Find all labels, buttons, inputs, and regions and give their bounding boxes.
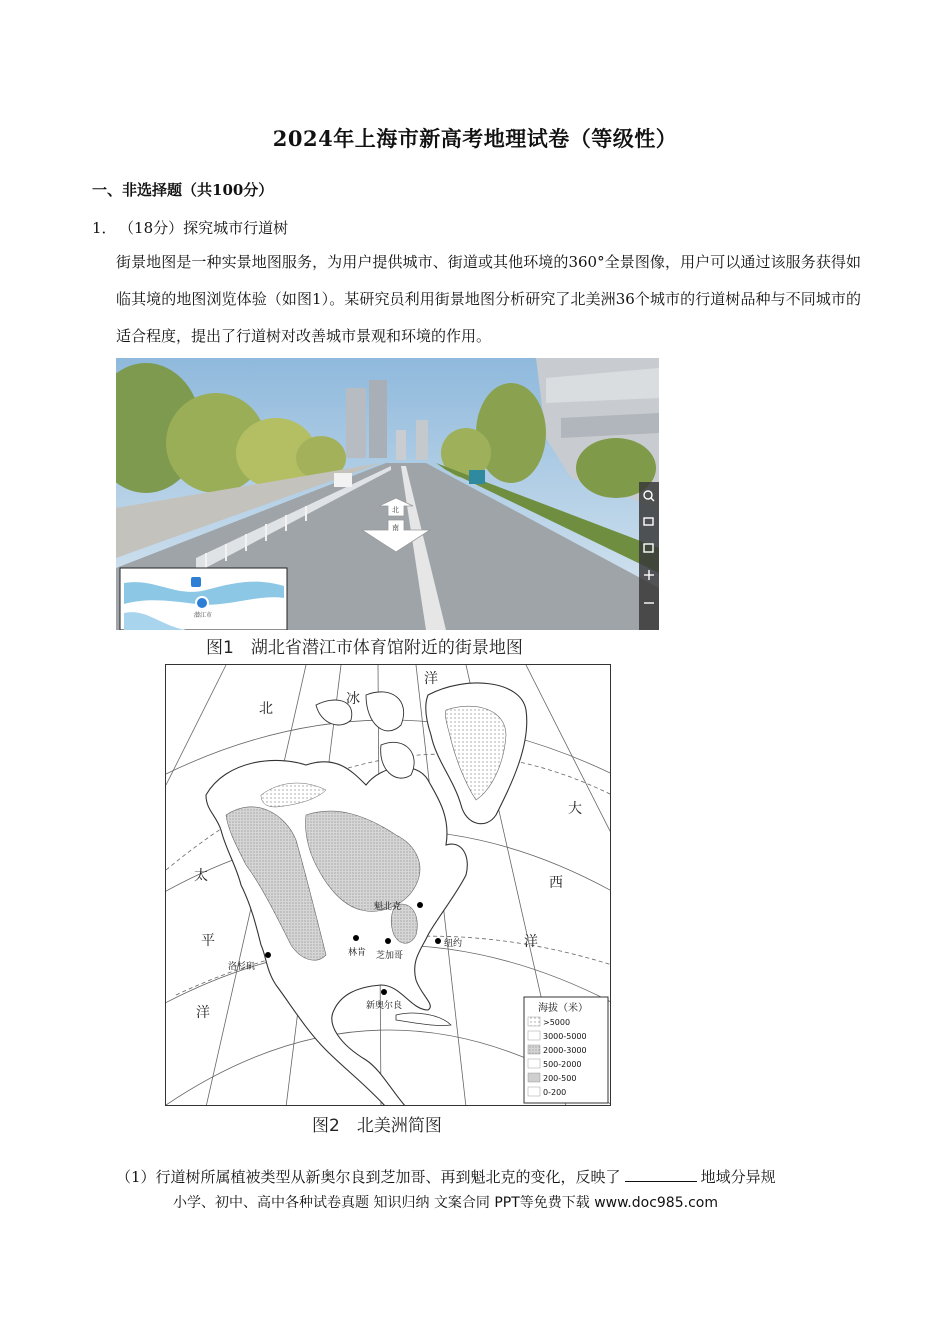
city-label-lincoln: 林肯: [348, 948, 367, 958]
answer-blank[interactable]: [625, 1167, 697, 1182]
ocean-label-pacific-2: 平: [201, 933, 215, 949]
elevation-legend: [524, 997, 608, 1103]
city-label-losangeles: 洛杉矶: [228, 962, 256, 972]
subquestion-text: （1）行道树所属植被类型从新奥尔良到芝加哥、再到魁北克的变化，反映了: [116, 1168, 621, 1186]
city-dot-quebec: [417, 902, 423, 908]
legend-item: 200-500: [543, 1074, 577, 1083]
legend-item: 2000-3000: [543, 1046, 587, 1055]
arrow-south-label: 南: [392, 524, 399, 532]
city-label-newyork: 纽约: [444, 939, 463, 949]
city-dot-neworleans: [381, 989, 387, 995]
arrow-north-label: 北: [392, 506, 399, 514]
ocean-label-arctic-3: 洋: [424, 671, 438, 687]
ocean-label-arctic-1: 北: [259, 701, 273, 717]
legend-title: 海拔（米）: [538, 1003, 588, 1014]
legend-item: 500-2000: [543, 1060, 582, 1069]
city-label-chicago: 芝加哥: [376, 951, 404, 961]
page-title: 2024年上海市新高考地理试卷（等级性）: [272, 126, 678, 151]
city-label-quebec: 魁北克: [374, 902, 402, 912]
legend-item: 0-200: [543, 1088, 567, 1097]
figure1-caption: 图1 湖北省潜江市体育馆附近的街景地图: [206, 638, 523, 658]
city-dot-newyork: [435, 938, 441, 944]
subquestion-text-tail: 地域分异规: [700, 1168, 776, 1186]
ocean-label-pacific-1: 太: [194, 868, 208, 884]
ocean-label-arctic-2: 冰: [346, 691, 360, 707]
street-view-image: [116, 358, 659, 630]
section-heading: 一、非选择题（共100分）: [92, 181, 274, 199]
ocean-label-atlantic-1: 大: [568, 801, 582, 817]
question-title: （18分）探究城市行道树: [126, 219, 289, 237]
city-label-neworleans: 新奥尔良: [366, 1001, 403, 1011]
minimap-city-label: 潜江市: [194, 612, 213, 619]
legend-item: 3000-5000: [543, 1032, 587, 1041]
question-number: 1．: [92, 219, 117, 237]
subquestion-1: [116, 1166, 876, 1187]
question-paragraph: 街景地图是一种实景地图服务，为用户提供城市、街道或其他环境的360°全景图像，用户可以通过该服务获得如临其境的地图浏览体验（如图1）。某研究员利用街景地图分析研究了北美洲36个城市的行道树品种与不同城市的适合程度，提出了行道树对改善城市景观和环境的作用。: [116, 253, 861, 345]
city-dot-losangeles: [265, 952, 271, 958]
city-dot-chicago: [385, 938, 391, 944]
question-heading: [92, 217, 288, 238]
footer-text: 小学、初中、高中各种试卷真题 知识归纳 文案合同 PPT等免费下载 www.doc985.com: [173, 1195, 718, 1211]
legend-item: >5000: [543, 1018, 571, 1027]
north-america-map: [165, 664, 611, 1106]
city-dot-lincoln: [353, 935, 359, 941]
figure2-caption: 图2 北美洲简图: [312, 1116, 442, 1136]
ocean-label-atlantic-2: 西: [549, 875, 563, 891]
ocean-label-atlantic-3: 洋: [524, 934, 538, 950]
ocean-label-pacific-3: 洋: [196, 1005, 210, 1021]
